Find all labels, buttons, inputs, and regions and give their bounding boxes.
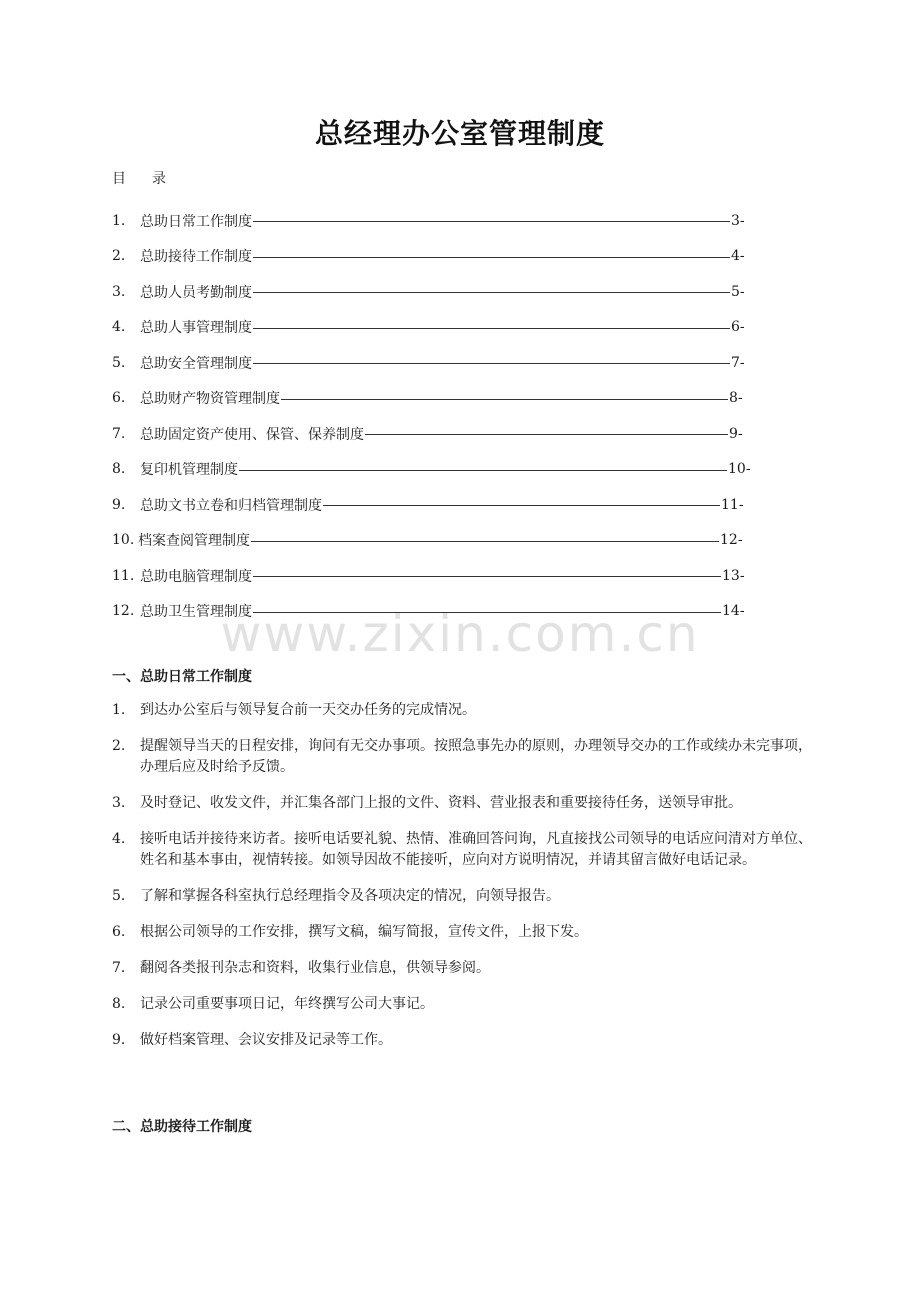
toc-entry-page: 9- — [729, 425, 743, 442]
list-item-text: 根据公司领导的工作安排，撰写文稿，编写简报，宣传文件，上报下发。 — [140, 924, 588, 940]
list-item — [112, 994, 812, 1015]
toc-entry-page: 10- — [728, 461, 751, 478]
toc-entry-number: 3. — [112, 283, 126, 300]
toc-heading-char-2: 录 — [152, 171, 166, 187]
toc-entry-number: 8. — [112, 461, 126, 478]
list-item — [112, 793, 812, 814]
list-item — [112, 829, 812, 871]
list-item-number: 6. — [112, 924, 126, 940]
list-item — [112, 1030, 812, 1051]
toc-entry-page: 11- — [721, 496, 744, 513]
toc-heading — [112, 168, 166, 188]
toc-leader-line — [253, 257, 730, 258]
toc-leader-line — [365, 434, 728, 435]
toc-leader-line — [251, 541, 719, 542]
section-heading-daily-work: 一、总助日常工作制度 — [112, 669, 252, 685]
list-item — [112, 886, 812, 907]
toc-entry-title: 档案查阅管理制度 — [138, 533, 250, 550]
toc-entry[interactable] — [112, 239, 772, 275]
table-of-contents — [112, 203, 772, 629]
toc-entry-title: 总助卫生管理制度 — [140, 604, 252, 621]
toc-entry-page: 6- — [731, 319, 745, 336]
toc-entry[interactable] — [112, 203, 772, 239]
toc-entry[interactable] — [112, 381, 772, 417]
toc-entry-number: 10. — [112, 532, 135, 549]
toc-entry[interactable] — [112, 452, 772, 488]
toc-entry-page: 8- — [729, 390, 743, 407]
toc-entry-page: 7- — [731, 354, 745, 371]
toc-entry-title: 总助人员考勤制度 — [140, 284, 252, 301]
toc-entry-title: 复印机管理制度 — [140, 462, 238, 479]
toc-entry-title: 总助固定资产使用、保管、保养制度 — [140, 426, 364, 443]
toc-entry-page: 12- — [720, 532, 743, 549]
toc-entry-title: 总助日常工作制度 — [140, 213, 252, 230]
watermark: www.zixin.com.cn — [220, 605, 700, 663]
toc-entry-number: 1. — [112, 212, 126, 229]
section-heading-reception-work: 二、总助接待工作制度 — [112, 1119, 252, 1135]
toc-heading-char-1: 目 — [112, 171, 126, 187]
list-item-number: 7. — [112, 960, 126, 976]
toc-entry-title: 总助接待工作制度 — [140, 249, 252, 266]
toc-entry-number: 4. — [112, 319, 126, 336]
toc-entry[interactable] — [112, 558, 772, 594]
toc-leader-line — [253, 363, 730, 364]
list-item-number: 1. — [112, 702, 126, 718]
toc-leader-line — [323, 505, 720, 506]
toc-entry-number: 5. — [112, 354, 126, 371]
toc-entry-number: 7. — [112, 425, 126, 442]
list-item — [112, 922, 812, 943]
toc-entry[interactable] — [112, 310, 772, 346]
toc-entry-title: 总助电脑管理制度 — [140, 568, 252, 585]
list-item-number: 4. — [112, 831, 126, 847]
toc-leader-line — [253, 292, 730, 293]
toc-entry[interactable] — [112, 274, 772, 310]
toc-entry-page: 3- — [731, 212, 745, 229]
list-item-text: 提醒领导当天的日程安排，询问有无交办事项。按照急事先办的原则，办理领导交办的工作或续办未完事项，办理后应及时给予反馈。 — [140, 738, 812, 775]
toc-entry-page: 5- — [731, 283, 745, 300]
list-item-text: 了解和掌握各科室执行总经理指令及各项决定的情况，向领导报告。 — [140, 888, 560, 904]
list-item — [112, 958, 812, 979]
toc-entry-number: 11. — [112, 567, 135, 584]
list-item-text: 记录公司重要事项日记，年终撰写公司大事记。 — [140, 996, 434, 1012]
toc-entry-title: 总助人事管理制度 — [140, 320, 252, 337]
toc-entry-title: 总助财产物资管理制度 — [140, 391, 280, 408]
list-item-number: 9. — [112, 1032, 126, 1048]
daily-work-list — [112, 700, 812, 1066]
list-item-text: 到达办公室后与领导复合前一天交办任务的完成情况。 — [140, 702, 476, 718]
list-item-number: 8. — [112, 996, 126, 1012]
toc-leader-line — [253, 576, 721, 577]
toc-entry[interactable] — [112, 487, 772, 523]
list-item — [112, 736, 812, 778]
list-item-number: 3. — [112, 795, 126, 811]
toc-entry-title: 总助安全管理制度 — [140, 355, 252, 372]
toc-entry-number: 2. — [112, 248, 126, 265]
toc-entry[interactable] — [112, 523, 772, 559]
list-item-number: 2. — [112, 738, 126, 754]
toc-entry-number: 9. — [112, 496, 126, 513]
list-item-text: 做好档案管理、会议安排及记录等工作。 — [140, 1032, 392, 1048]
list-item-text: 接听电话并接待来访者。接听电话要礼貌、热情、准确回答问询，凡直接找公司领导的电话应问清对方单位、姓名和基本事由，视情转接。如领导因故不能接听，应向对方说明情况，并请其留言做好电话记录。 — [140, 831, 812, 868]
toc-entry-page: 14- — [722, 603, 745, 620]
toc-leader-line — [253, 221, 730, 222]
toc-entry-title: 总助文书立卷和归档管理制度 — [140, 497, 322, 514]
list-item-text: 翻阅各类报刊杂志和资料，收集行业信息，供领导参阅。 — [140, 960, 490, 976]
toc-entry[interactable] — [112, 345, 772, 381]
list-item — [112, 700, 812, 721]
toc-entry-number: 12. — [112, 603, 135, 620]
toc-entry[interactable] — [112, 416, 772, 452]
toc-leader-line — [253, 328, 730, 329]
list-item-number: 5. — [112, 888, 126, 904]
toc-leader-line — [281, 399, 728, 400]
toc-entry-number: 6. — [112, 390, 126, 407]
toc-entry-page: 4- — [731, 248, 745, 265]
toc-entry-page: 13- — [722, 567, 745, 584]
document-title: 总经理办公室管理制度 — [314, 117, 605, 150]
toc-leader-line — [239, 470, 727, 471]
list-item-text: 及时登记、收发文件，并汇集各部门上报的文件、资料、营业报表和重要接待任务，送领导审批。 — [140, 795, 742, 811]
